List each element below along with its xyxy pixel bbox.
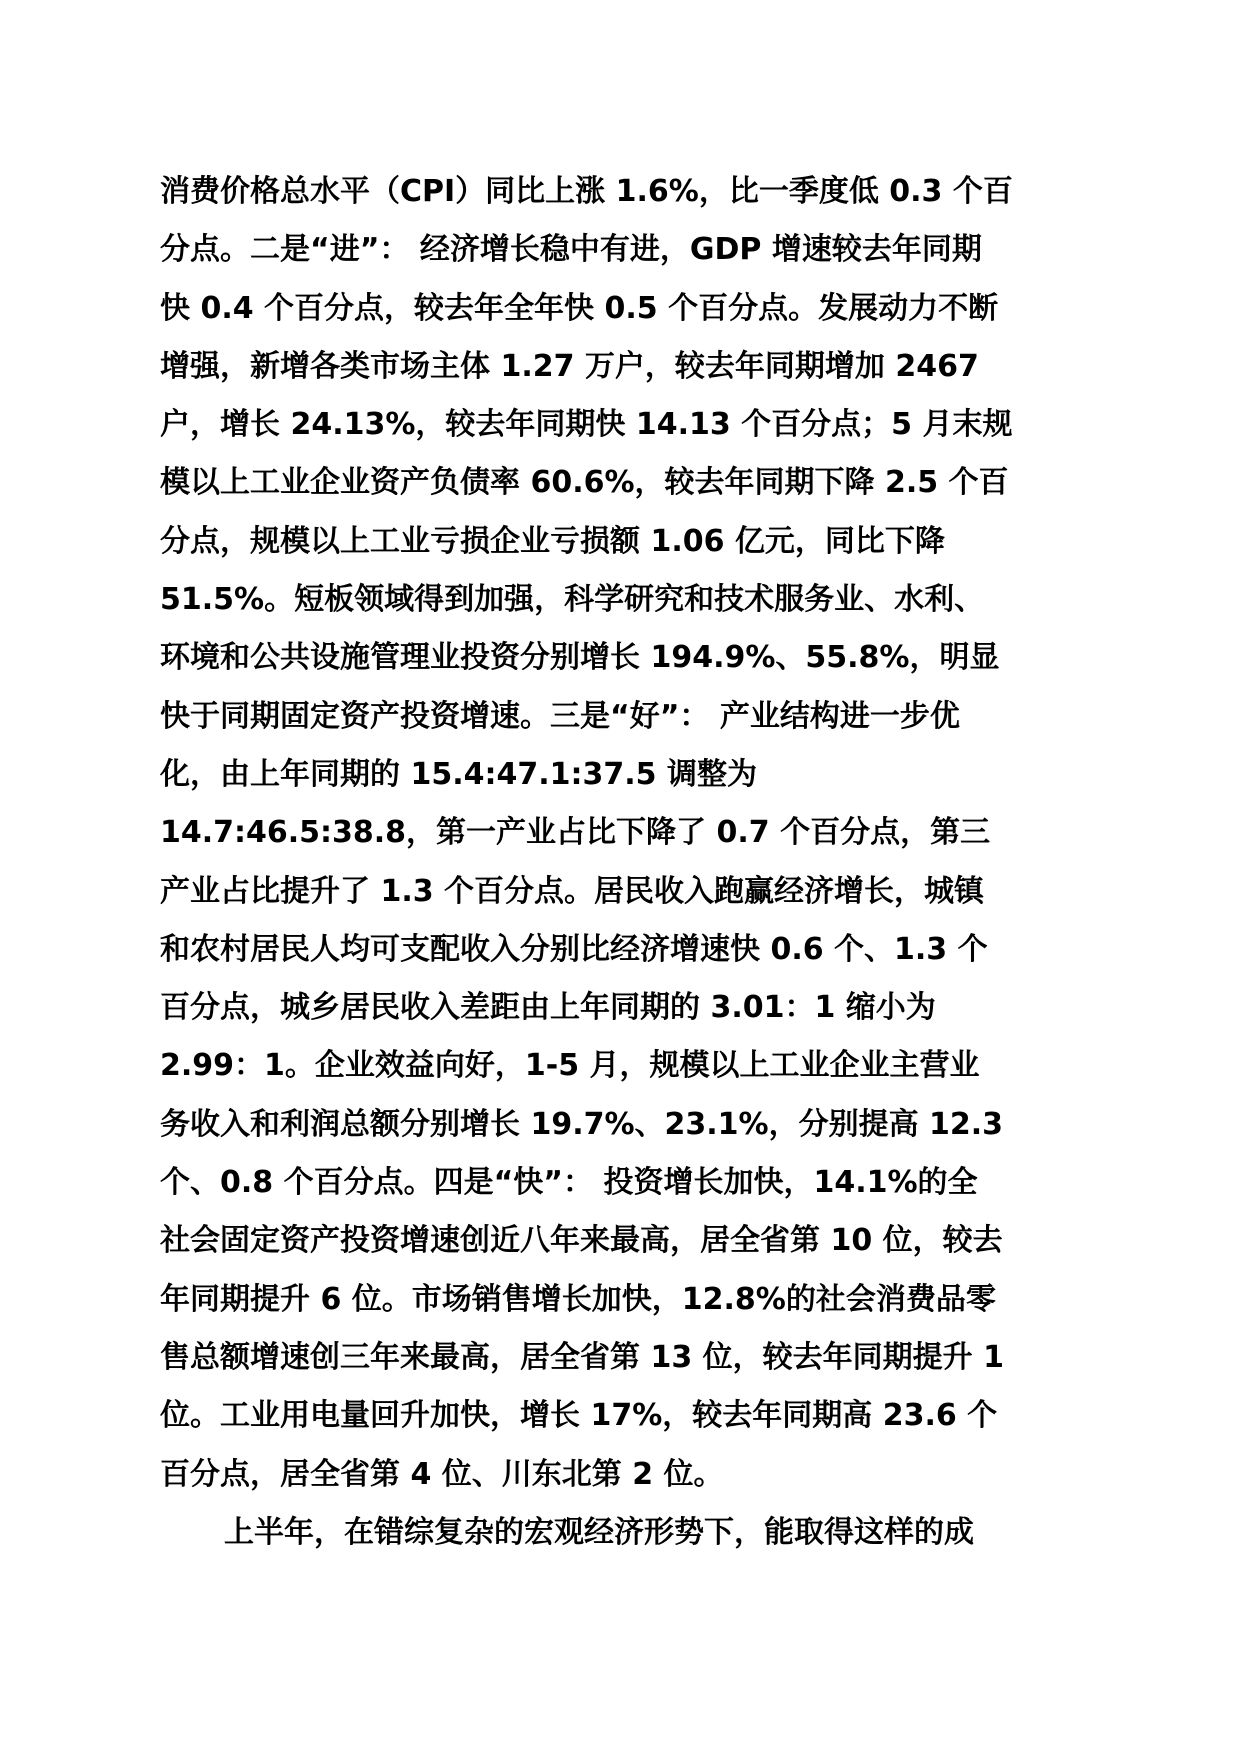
text-line: 化，由上年同期的 15.4:47.1:37.5 调整为: [160, 756, 757, 792]
text-line: 快 0.4 个百分点，较去年全年快 0.5 个百分点。发展动力不断: [160, 290, 999, 326]
text-line: 和农村居民人均可支配收入分别比经济增速快 0.6 个、1.3 个: [160, 931, 988, 967]
text-line: 2.99：1。企业效益向好，1-5 月，规模以上工业企业主营业: [160, 1048, 980, 1084]
text-line: 务收入和利润总额分别增长 19.7%、23.1%，分别提高 12.3: [160, 1106, 1004, 1142]
text-line: 售总额增速创三年来最高，居全省第 13 位，较去年同期提升 1: [160, 1339, 1004, 1375]
text-line: 个、0.8 个百分点。四是“快”： 投资增长加快，14.1%的全: [160, 1165, 978, 1201]
text-line: 户，增长 24.13%，较去年同期快 14.13 个百分点；5 月末规: [160, 407, 1013, 443]
text-line: 位。工业用电量回升加快，增长 17%，较去年同期高 23.6 个: [160, 1398, 998, 1434]
body-text: [160, 163, 1100, 1562]
paragraph-start-line: 上半年，在错综复杂的宏观经济形势下，能取得这样的成: [224, 1514, 974, 1550]
text-line: 社会固定资产投资增速创近八年来最高，居全省第 10 位，较去: [160, 1223, 1003, 1259]
text-line: 分点。二是“进”： 经济增长稳中有进，GDP 增速较去年同期: [160, 232, 982, 268]
text-line: 消费价格总水平（CPI）同比上涨 1.6%，比一季度低 0.3 个百: [160, 174, 1013, 209]
text-line: 模以上工业企业资产负债率 60.6%，较去年同期下降 2.5 个百: [160, 465, 1009, 501]
text-line: 百分点，居全省第 4 位、川东北第 2 位。: [160, 1456, 724, 1492]
text-line: 环境和公共设施管理业投资分别增长 194.9%、55.8%，明显: [160, 640, 1000, 676]
text-line: 增强，新增各类市场主体 1.27 万户，较去年同期增加 2467: [160, 348, 979, 384]
text-line: 快于同期固定资产投资增速。三是“好”： 产业结构进一步优: [160, 698, 960, 734]
text-line: 产业占比提升了 1.3 个百分点。居民收入跑赢经济增长，城镇: [160, 873, 985, 909]
text-line: 14.7:46.5:38.8，第一产业占比下降了 0.7 个百分点，第三: [160, 815, 991, 851]
text-line: 百分点，城乡居民收入差距由上年同期的 3.01：1 缩小为: [160, 990, 936, 1026]
text-line: 分点，规模以上工业亏损企业亏损额 1.06 亿元，同比下降: [160, 523, 945, 559]
text-line: 年同期提升 6 位。市场销售增长加快，12.8%的社会消费品零: [160, 1281, 996, 1317]
text-line: 51.5%。短板领域得到加强，科学研究和技术服务业、水利、: [160, 582, 985, 618]
